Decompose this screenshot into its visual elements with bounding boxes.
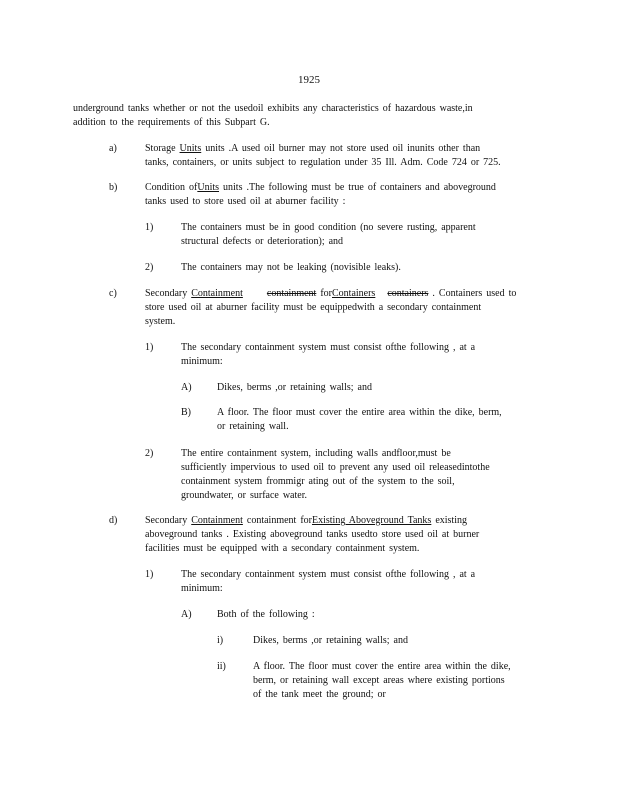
section-d-text — [145, 514, 479, 556]
inserted-text: Containers — [332, 288, 376, 299]
section-c2-line: The entire containment system, including walls andfloor,must be — [181, 448, 451, 459]
section-b1-line: structural defects or deterioration); and — [181, 236, 344, 247]
section-d1Aii-line: berm, or retaining wall except areas where existing portions — [253, 675, 505, 686]
section-d1Ai-text — [253, 634, 408, 648]
section-a-line: Storage Units units .A used oil burner may not store used oil inunits other than — [145, 143, 481, 154]
section-c1A-label: A) — [181, 382, 192, 393]
section-c2-line: groundwater, or surface water. — [181, 490, 307, 501]
section-c2-line: sufficiently impervious to used oil to prevent any used oil releasedintothe — [181, 462, 490, 473]
section-b2-line: The containers may not be leaking (novisible leaks). — [181, 262, 401, 273]
deleted-text: containers — [387, 288, 429, 299]
section-d1Aii-label: ii) — [217, 661, 226, 672]
section-d1A-label: A) — [181, 609, 192, 620]
section-b1-text — [181, 221, 476, 249]
section-d1-line: The secondary containment system must consist ofthe following , at a — [181, 569, 476, 580]
section-c1-line: minimum: — [181, 356, 223, 367]
section-d1Aii-line: A floor. The floor must cover the entire area within the dike, — [253, 661, 511, 672]
section-b2-label: 2) — [145, 262, 154, 273]
intro-line: addition to the requirements of this Subpart G. — [73, 117, 270, 128]
page-number: 1925 — [298, 74, 320, 86]
section-d1Ai-line: Dikes, berms ,or retaining walls; and — [253, 635, 408, 646]
section-d1-text — [181, 568, 475, 596]
section-c1B-label: B) — [181, 407, 191, 418]
deleted-text: containment — [266, 288, 317, 299]
inserted-text: Containment — [191, 515, 243, 526]
section-d-line: facilities must be equipped with a secondary containment system. — [145, 543, 420, 554]
section-c-line: system. — [145, 316, 176, 327]
section-c-label: c) — [109, 288, 117, 299]
section-b-line: tanks used to store used oil at aburner facility : — [145, 196, 346, 207]
section-c1B-line: or retaining wall. — [217, 421, 289, 432]
section-c2-text — [181, 447, 490, 503]
section-d-line: aboveground tanks . Existing aboveground tanks usedto store used oil at burner — [145, 529, 480, 540]
section-d-label: d) — [109, 515, 118, 526]
section-d1Aii-text — [253, 660, 511, 702]
section-d1-label: 1) — [145, 569, 154, 580]
section-b1-line: The containers must be in good condition (no severe rusting, apparent — [181, 222, 476, 233]
section-c2-label: 2) — [145, 448, 154, 459]
section-d1Ai-label: i) — [217, 635, 224, 646]
section-b2-text — [181, 261, 401, 275]
section-c2-line: containment system frommigr ating out of the system to the soil, — [181, 476, 455, 487]
section-c1A-text — [217, 381, 372, 395]
section-b-line: Condition ofUnits units .The following must be true of containers and aboveground — [145, 182, 496, 193]
inserted-text: Existing Aboveground Tanks — [311, 515, 432, 526]
section-c-line: store used oil at aburner facility must be equippedwith a secondary containment — [145, 302, 482, 313]
section-d1-line: minimum: — [181, 583, 223, 594]
section-a-label: a) — [109, 143, 117, 154]
section-c1-line: The secondary containment system must consist ofthe following , at a — [181, 342, 476, 353]
section-a-line: tanks, containers, or units subject to regulation under 35 Ill. Adm. Code 724 or 725. — [145, 157, 501, 168]
section-d-line: Secondary Containment containment forExisting Aboveground Tanks existing — [145, 515, 467, 526]
section-b-label: b) — [109, 182, 118, 193]
section-c1-text — [181, 341, 475, 369]
inserted-text: Containment — [191, 288, 243, 299]
section-c1A-line: Dikes, berms ,or retaining walls; and — [217, 382, 372, 393]
intro-line: underground tanks whether or not the usedoil exhibits any characteristics of hazardous waste,in — [73, 103, 473, 114]
section-d1A-line: Both of the following : — [217, 609, 315, 620]
section-c1B-line: A floor. The floor must cover the entire area within the dike, berm, — [217, 407, 502, 418]
intro-paragraph — [73, 102, 473, 130]
section-c1B-text — [217, 406, 502, 434]
section-d1A-text — [217, 608, 315, 622]
section-c-line: Secondary Containment containment forContainers containers . Containers used to — [145, 288, 517, 299]
section-b1-label: 1) — [145, 222, 154, 233]
section-a-text — [145, 142, 501, 170]
section-c-text — [145, 287, 516, 329]
section-b-text — [145, 181, 496, 209]
inserted-text: Units — [179, 143, 202, 154]
section-d1Aii-line: of the tank meet the ground; or — [253, 689, 386, 700]
inserted-text: Units — [197, 182, 220, 193]
section-c1-label: 1) — [145, 342, 154, 353]
